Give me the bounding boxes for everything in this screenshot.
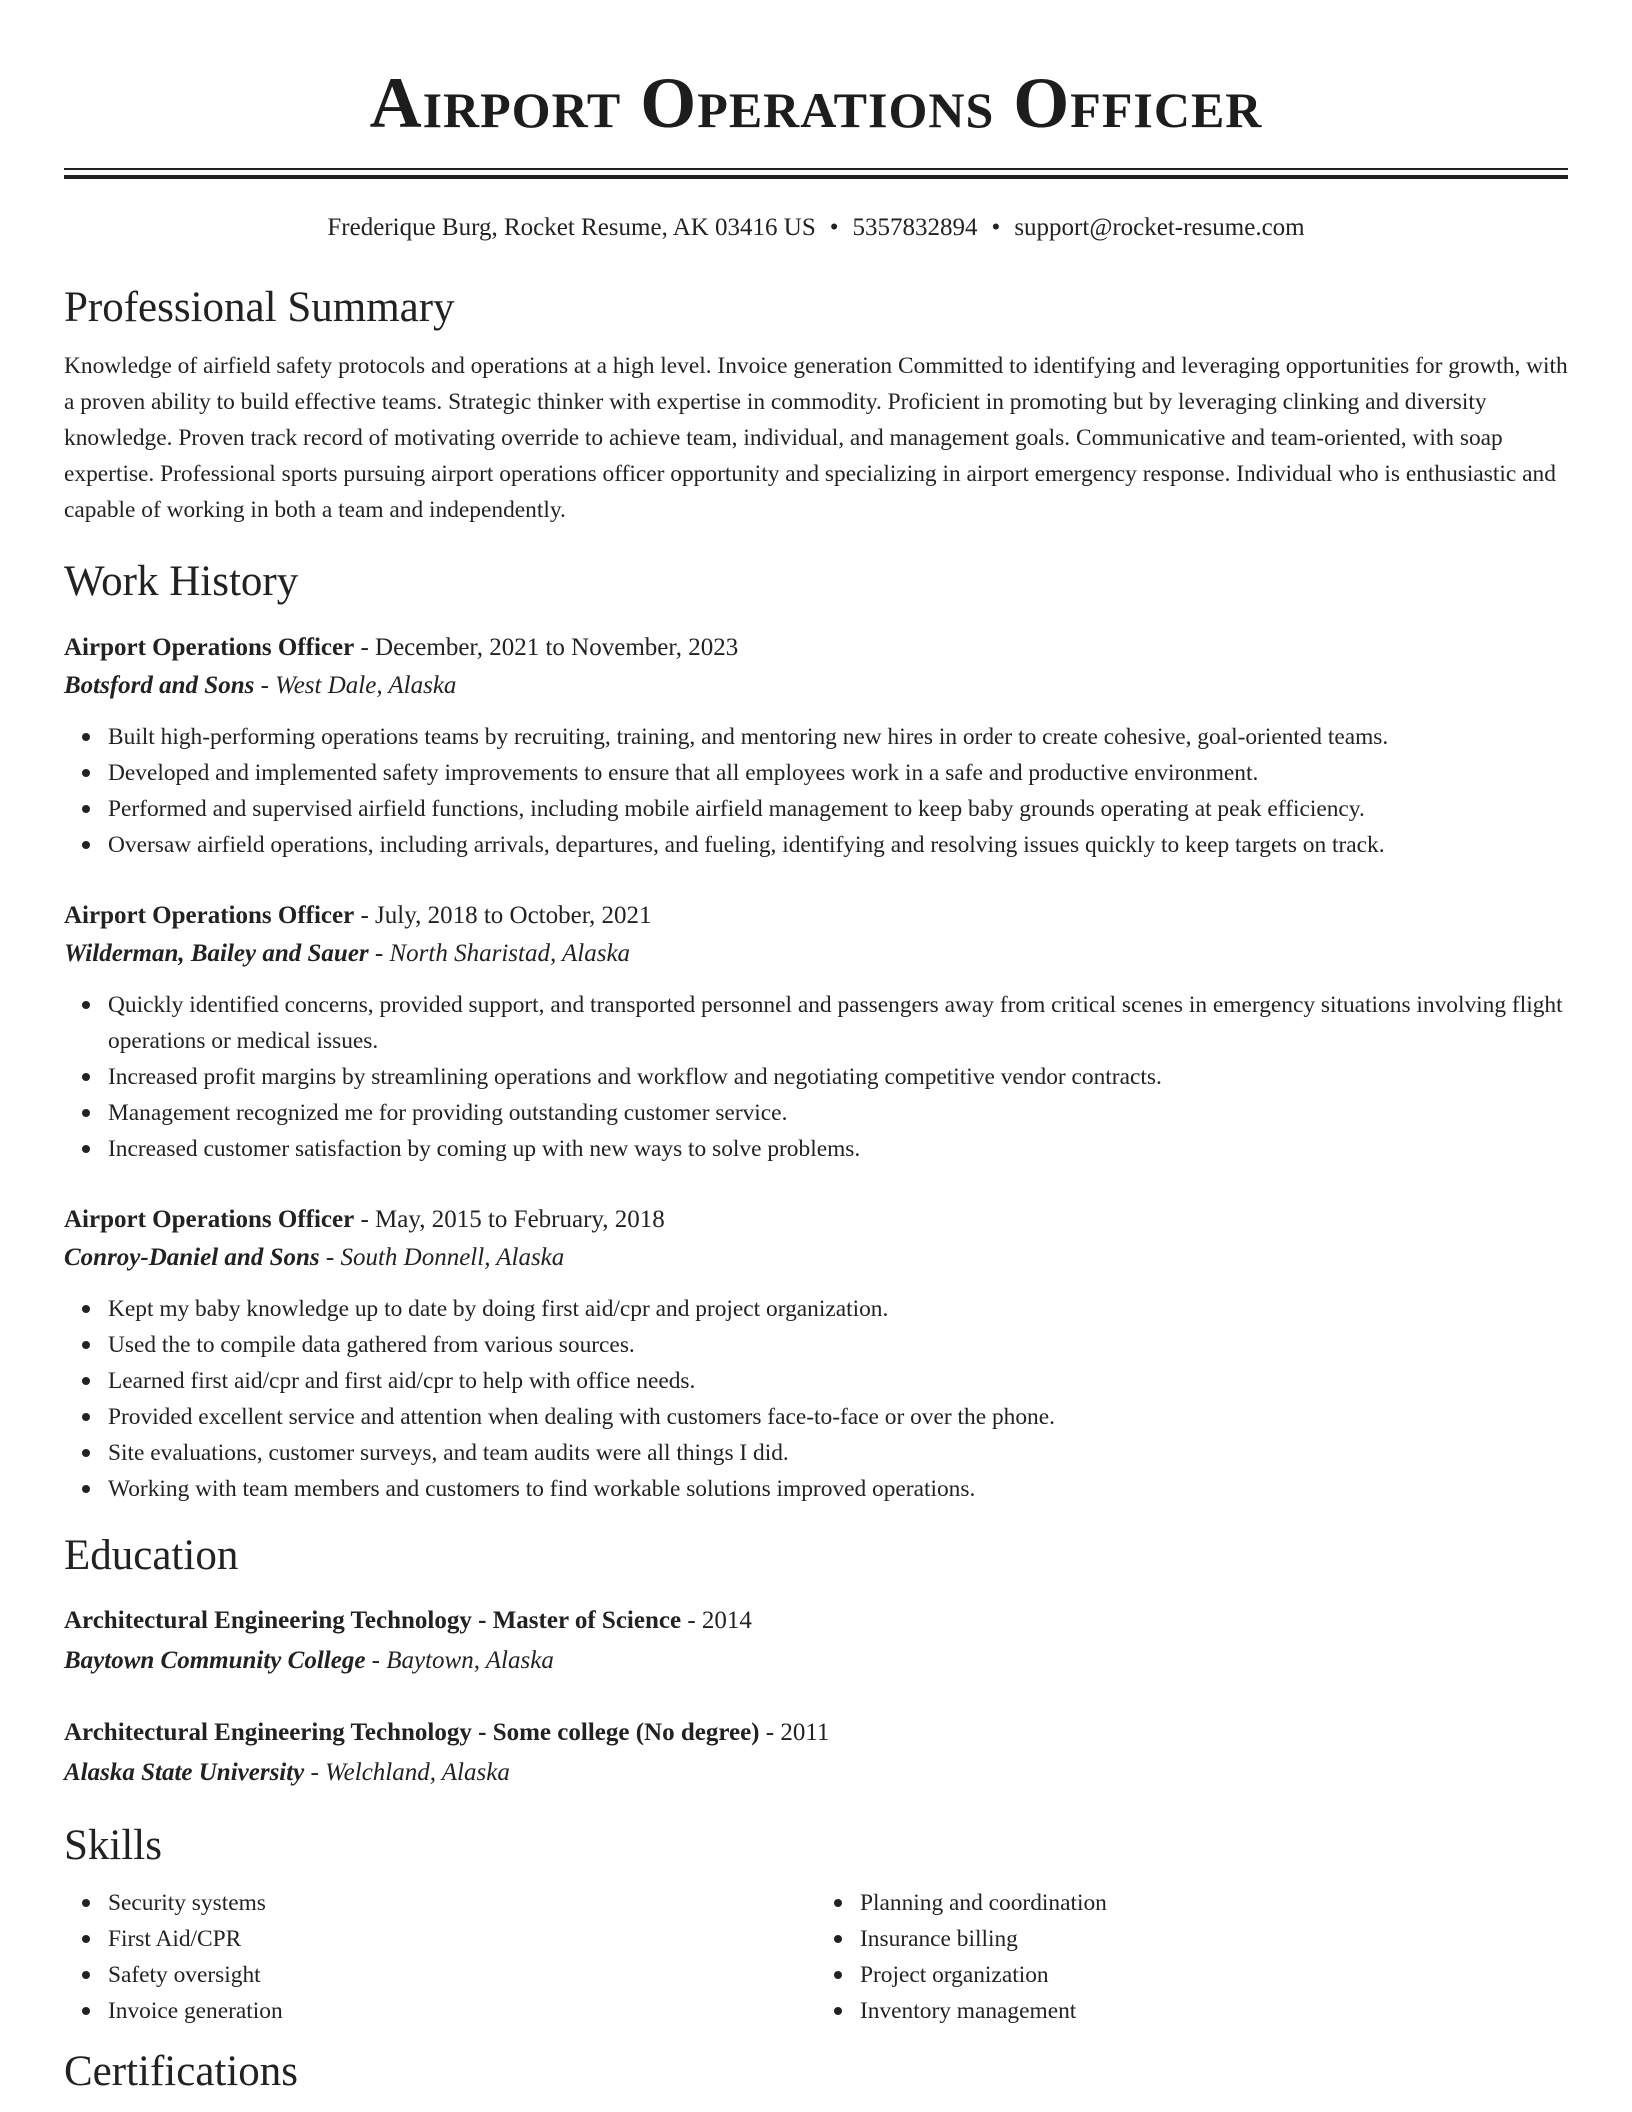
job-title: Airport Operations Officer bbox=[64, 1206, 355, 1233]
job-entry bbox=[64, 897, 1568, 1167]
skills-columns bbox=[64, 1885, 1568, 2029]
section-heading-education: Education bbox=[64, 1532, 239, 1579]
contact-separator: • bbox=[829, 214, 839, 241]
company-line bbox=[64, 1239, 1568, 1277]
degree-line bbox=[64, 1601, 1568, 1641]
job-bullet: Built high-performing operations teams by recruiting, training, and mentoring new hires in order to create cohesive, goal-oriented teams. bbox=[108, 719, 1568, 755]
job-dates: - July, 2018 to October, 2021 bbox=[354, 902, 652, 929]
section-heading-certifications: Certifications bbox=[64, 2048, 299, 2095]
section-heading-skills: Skills bbox=[64, 1822, 162, 1869]
company-location: - North Sharistad, Alaska bbox=[368, 940, 631, 967]
school-line bbox=[64, 1641, 1568, 1681]
school-location: - Welchland, Alaska bbox=[304, 1759, 510, 1786]
contact-phone: 5357832894 bbox=[852, 214, 978, 241]
resume-title: Airport Operations Officer bbox=[369, 63, 1263, 143]
job-bullet: Kept my baby knowledge up to date by doing first aid/cpr and project organization. bbox=[108, 1291, 1568, 1327]
degree-year: - 2011 bbox=[759, 1719, 830, 1746]
job-bullets bbox=[64, 1291, 1568, 1507]
resume-page bbox=[64, 0, 1568, 2099]
job-bullet: Site evaluations, customer surveys, and team audits were all things I did. bbox=[108, 1435, 1568, 1471]
company-location: - West Dale, Alaska bbox=[254, 672, 457, 699]
contact-line bbox=[64, 213, 1568, 243]
skills-column-left bbox=[64, 1885, 816, 2029]
job-title-line bbox=[64, 1201, 1568, 1239]
contact-email[interactable]: support@rocket-resume.com bbox=[1014, 214, 1305, 241]
skill-item: Safety oversight bbox=[108, 1957, 816, 1993]
job-entry bbox=[64, 1201, 1568, 1507]
title-double-rule bbox=[64, 168, 1568, 179]
job-dates: - May, 2015 to February, 2018 bbox=[354, 1206, 665, 1233]
education-entry bbox=[64, 1713, 1568, 1793]
company-name: Botsford and Sons bbox=[64, 672, 255, 699]
company-name: Wilderman, Bailey and Sauer bbox=[64, 940, 369, 967]
job-bullet: Quickly identified concerns, provided support, and transported personnel and passengers away from critical scenes in emergency situations involving flight operations or medical issues. bbox=[108, 987, 1568, 1059]
degree-year: - 2014 bbox=[681, 1607, 752, 1634]
job-bullet: Provided excellent service and attention when dealing with customers face-to-face or over the phone. bbox=[108, 1399, 1568, 1435]
job-bullet: Learned first aid/cpr and first aid/cpr to help with office needs. bbox=[108, 1363, 1568, 1399]
degree-name: Architectural Engineering Technology - Some college (No degree) bbox=[64, 1719, 760, 1746]
school-line bbox=[64, 1753, 1568, 1793]
company-line bbox=[64, 667, 1568, 705]
job-bullet: Performed and supervised airfield functions, including mobile airfield management to keep baby grounds operating at peak efficiency. bbox=[108, 791, 1568, 827]
contact-address: Frederique Burg, Rocket Resume, AK 03416 US bbox=[327, 214, 816, 241]
skills-column-right bbox=[816, 1885, 1568, 2029]
job-title: Airport Operations Officer bbox=[64, 902, 355, 929]
skill-item: Inventory management bbox=[860, 1993, 1568, 2029]
job-bullets bbox=[64, 719, 1568, 863]
skill-item: Project organization bbox=[860, 1957, 1568, 1993]
skill-item: Security systems bbox=[108, 1885, 816, 1921]
job-bullet: Management recognized me for providing outstanding customer service. bbox=[108, 1095, 1568, 1131]
degree-line bbox=[64, 1713, 1568, 1753]
company-location: - South Donnell, Alaska bbox=[319, 1244, 565, 1271]
job-dates: - December, 2021 to November, 2023 bbox=[354, 634, 739, 661]
degree-name: Architectural Engineering Technology - Master of Science bbox=[64, 1607, 682, 1634]
job-bullet: Increased profit margins by streamlining operations and workflow and negotiating competitive vendor contracts. bbox=[108, 1059, 1568, 1095]
company-name: Conroy-Daniel and Sons bbox=[64, 1244, 320, 1271]
contact-separator: • bbox=[991, 214, 1001, 241]
job-bullets bbox=[64, 987, 1568, 1167]
job-bullet: Working with team members and customers to find workable solutions improved operations. bbox=[108, 1471, 1568, 1507]
school-name: Baytown Community College bbox=[64, 1647, 366, 1674]
skill-item: First Aid/CPR bbox=[108, 1921, 816, 1957]
section-heading-summary: Professional Summary bbox=[64, 284, 455, 331]
job-bullet: Developed and implemented safety improvements to ensure that all employees work in a safe and productive environment. bbox=[108, 755, 1568, 791]
summary-text: Knowledge of airfield safety protocols and operations at a high level. Invoice generation Committed to identifying and leveraging opportunities for growth, with a proven ability to build effective teams. Strategic thinker with expertise in commodity. Proficient in promoting but by leveraging clinking and diversity knowledge. Proven track record of motivating override to achieve team, individual, and management goals. Communicative and team-oriented, with soap expertise. Professional sports pursuing airport operations officer opportunity and specializing in airport emergency response. Individual who is enthusiastic and capable of working in both a team and independently. bbox=[64, 353, 1568, 523]
job-title: Airport Operations Officer bbox=[64, 634, 355, 661]
job-title-line bbox=[64, 629, 1568, 667]
job-bullet: Used the to compile data gathered from various sources. bbox=[108, 1327, 1568, 1363]
school-location: - Baytown, Alaska bbox=[365, 1647, 554, 1674]
skill-item: Planning and coordination bbox=[860, 1885, 1568, 1921]
job-title-line bbox=[64, 897, 1568, 935]
job-bullet: Oversaw airfield operations, including arrivals, departures, and fueling, identifying and resolving issues quickly to keep targets on track. bbox=[108, 827, 1568, 863]
section-heading-work-history: Work History bbox=[64, 558, 299, 605]
job-entry bbox=[64, 629, 1568, 863]
job-bullet: Increased customer satisfaction by coming up with new ways to solve problems. bbox=[108, 1131, 1568, 1167]
school-name: Alaska State University bbox=[64, 1759, 305, 1786]
skill-item: Insurance billing bbox=[860, 1921, 1568, 1957]
education-entry bbox=[64, 1601, 1568, 1681]
company-line bbox=[64, 935, 1568, 973]
skill-item: Invoice generation bbox=[108, 1993, 816, 2029]
